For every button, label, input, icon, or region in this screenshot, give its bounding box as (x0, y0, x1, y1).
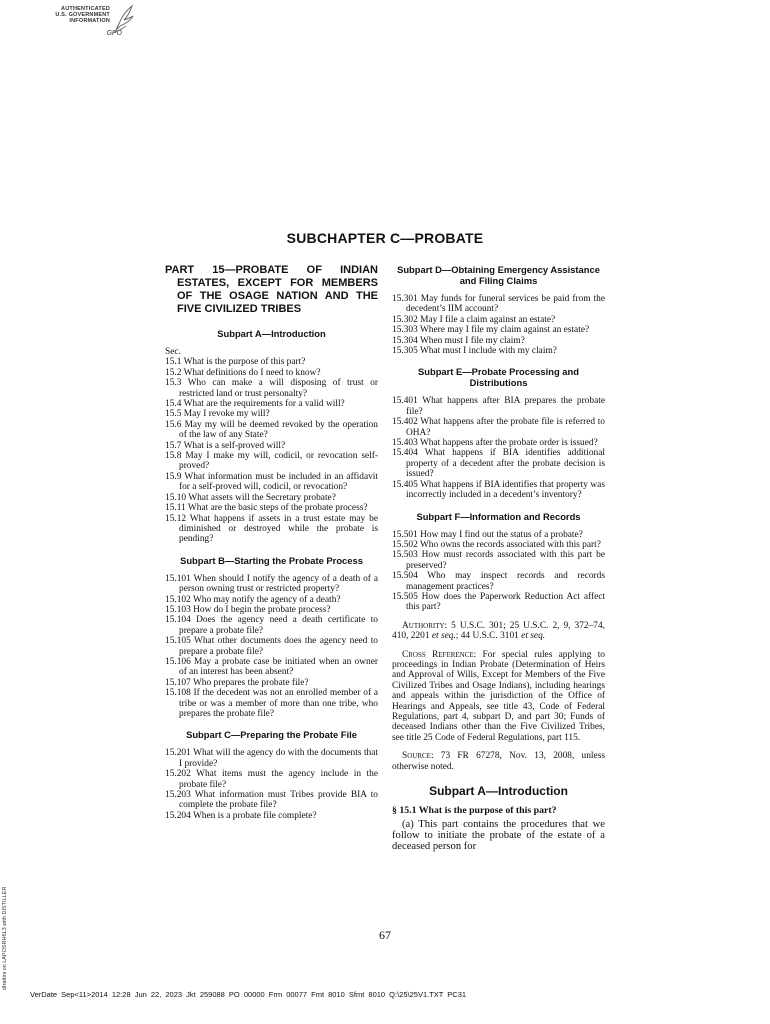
toc-entry: 15.204 When is a probate file complete? (165, 810, 317, 821)
toc-entry: 15.503 How must records associated with this part be preserved? (392, 550, 605, 571)
eagle-icon (112, 4, 136, 34)
toc-entry: 15.304 When must I file my claim? (392, 335, 525, 346)
cross-reference-text: For special rules applying to proceedings in Indian Probate (Determination of Heirs and Approval of Wills, Except for Members of the Five Civilized Tribes and Osage Indians), including hearings and appeals within the jurisdiction of the Office of Hearings and Appeals, see title 43, Code of Federal Regulations, part 4, subpart D, and part 30; Funds of deceased Indians other than the Five Civilized Tribes, see title 25 Code of Federal Regulations, part 115. (392, 649, 605, 743)
cross-reference-note (392, 650, 605, 744)
toc-entry: 15.105 What other documents does the agency need to prepare a probate file? (165, 636, 378, 657)
left-column (165, 264, 378, 821)
source-note (392, 751, 605, 772)
toc-entry: 15.401 What happens after BIA prepares the probate file? (392, 396, 605, 417)
subpart-f-toc-heading: Subpart F—Information and Records (416, 510, 581, 522)
toc-entry: 15.8 May I make my will, codicil, or revocation self-proved? (165, 451, 378, 472)
toc-entry: 15.7 What is a self-proved will? (165, 440, 286, 451)
toc-entry: 15.201 What will the agency do with the documents that I provide? (165, 748, 378, 769)
page-number: 67 (379, 928, 391, 942)
toc-entry: 15.5 May I revoke my will? (165, 409, 270, 420)
seal-gpo: GPO (106, 30, 122, 37)
subpart-a-heading: Subpart A—Introduction (429, 784, 568, 799)
side-note: dfrattini on LAPOSRH6L3 with DISTILLER (2, 886, 8, 990)
authority-label: Authority: (402, 620, 448, 631)
toc-entry: 15.403 What happens after the probate order is issued? (392, 438, 598, 449)
toc-entry: 15.103 How do I begin the probate process? (165, 604, 331, 615)
toc-entry: 15.301 May funds for funeral services be paid from the decedent’s IIM account? (392, 294, 605, 315)
authority-text-b: ; 44 U.S.C. 3101 (455, 631, 522, 642)
toc-entry: 15.104 Does the agency need a death certificate to prepare a probate file? (165, 615, 378, 636)
toc-entry: 15.4 What are the requirements for a valid will? (165, 399, 345, 410)
toc-entry: 15.2 What definitions do I need to know? (165, 367, 321, 378)
seal-line: U.S. GOVERNMENT (55, 12, 110, 18)
cross-reference-label: Cross Reference: (402, 649, 477, 660)
toc-entry: 15.405 What happens if BIA identifies that property was incorrectly included in a decedent’s inventory? (392, 479, 605, 501)
subpart-c-toc-list (165, 748, 378, 821)
subpart-d-toc-heading: Subpart D—Obtaining Emergency Assistance and Filing Claims (397, 264, 600, 286)
source-text: 73 FR 67278, Nov. 13, 2008, unless otherwise noted. (392, 751, 605, 772)
subpart-b-toc-heading: Subpart B—Starting the Probate Process (180, 554, 363, 566)
toc-entry: 15.305 What must I include with my claim? (392, 346, 557, 357)
seal-line: AUTHENTICATED (61, 6, 110, 12)
toc-entry: 15.102 Who may notify the agency of a death? (165, 594, 341, 605)
toc-entry: 15.12 What happens if assets in a trust estate may be diminished or destroyed while the probate is pending? (165, 513, 378, 545)
authority-et-seq: et seq. (521, 631, 546, 642)
toc-entry: 15.11 What are the basic steps of the probate process? (165, 503, 368, 514)
subpart-e-toc-heading: Subpart E—Probate Processing and Distributions (418, 366, 579, 389)
gpo-authentication-seal (55, 4, 130, 40)
toc-entry: 15.504 Who may inspect records and records management practices? (392, 571, 605, 592)
toc-entry: 15.6 May my will be deemed revoked by the operation of the law of any State? (165, 419, 378, 441)
toc-entry: 15.107 Who prepares the probate file? (165, 677, 309, 688)
seal-line: INFORMATION (69, 18, 110, 24)
toc-entry: 15.106 May a probate case be initiated when an owner of an interest has been absent? (165, 656, 378, 678)
authority-note (392, 621, 605, 642)
toc-entry: 15.203 What information must Tribes provide BIA to complete the probate file? (165, 790, 378, 811)
subpart-f-toc-list (392, 530, 605, 613)
toc-entry: 15.101 When should I notify the agency of a death of a person owning trust or restricted property? (165, 573, 378, 595)
right-column (392, 264, 605, 852)
footer-verdate: VerDate Sep<11>2014 12:28 Jun 22, 2023 Jkt 259088 PO 00000 Frm 00077 Fmt 8010 Sfmt 8010 Q:\25\25V1.TXT PC31 (30, 990, 467, 999)
subpart-e-toc-list (392, 396, 605, 500)
authority-text-a: 5 U.S.C. 301; 25 U.S.C. 2, 9, 372–74, 410, 2201 (392, 620, 605, 642)
subchapter-title: SUBCHAPTER C—PROBATE (286, 230, 484, 246)
section-heading: § 15.1 What is the purpose of this part? (392, 805, 557, 817)
section-body: (a) This part contains the procedures that we follow to initiate the probate of the estate of a deceased person for (392, 818, 605, 852)
subpart-a-toc-list (165, 357, 378, 544)
toc-entry: 15.502 Who owns the records associated with this part? (392, 539, 601, 550)
source-label: Source: (402, 751, 434, 762)
sec-label: Sec. (165, 347, 181, 357)
toc-entry: 15.505 How does the Paperwork Reduction Act affect this part? (392, 591, 605, 613)
subpart-a-toc-heading: Subpart A—Introduction (217, 328, 326, 339)
subpart-d-toc-list (392, 294, 605, 356)
toc-entry: 15.402 What happens after the probate file is referred to OHA? (392, 417, 605, 438)
toc-entry: 15.501 How may I find out the status of a probate? (392, 529, 583, 540)
toc-entry: 15.3 Who can make a will disposing of trust or restricted land or trust personalty? (165, 378, 378, 399)
toc-entry: 15.404 What happens if BIA identifies additional property of a decedent after the probate decision is issued? (392, 448, 605, 480)
part-title: PART 15—PROBATE OF INDIAN ESTATES, EXCEPT FOR MEMBERS OF THE OSAGE NATION AND THE FIVE CIVILIZED TRIBES (165, 264, 378, 315)
toc-entry: 15.302 May I file a claim against an estate? (392, 314, 556, 325)
subpart-c-toc-heading: Subpart C—Preparing the Probate File (186, 729, 357, 741)
subpart-b-toc-list (165, 574, 378, 720)
toc-entry: 15.1 What is the purpose of this part? (165, 357, 306, 368)
toc-entry: 15.202 What items must the agency include in the probate file? (165, 769, 378, 790)
toc-entry: 15.303 Where may I file my claim against an estate? (392, 325, 590, 336)
toc-entry: 15.9 What information must be included in an affidavit for a self-proved will, codicil, or revocation? (165, 471, 378, 493)
authority-et-seq: et seq. (431, 631, 456, 642)
toc-entry: 15.108 If the decedent was not an enrolled member of a tribe or was a member of more than one tribe, who prepares the probate file? (165, 688, 378, 719)
toc-entry: 15.10 What assets will the Secretary probate? (165, 492, 336, 503)
